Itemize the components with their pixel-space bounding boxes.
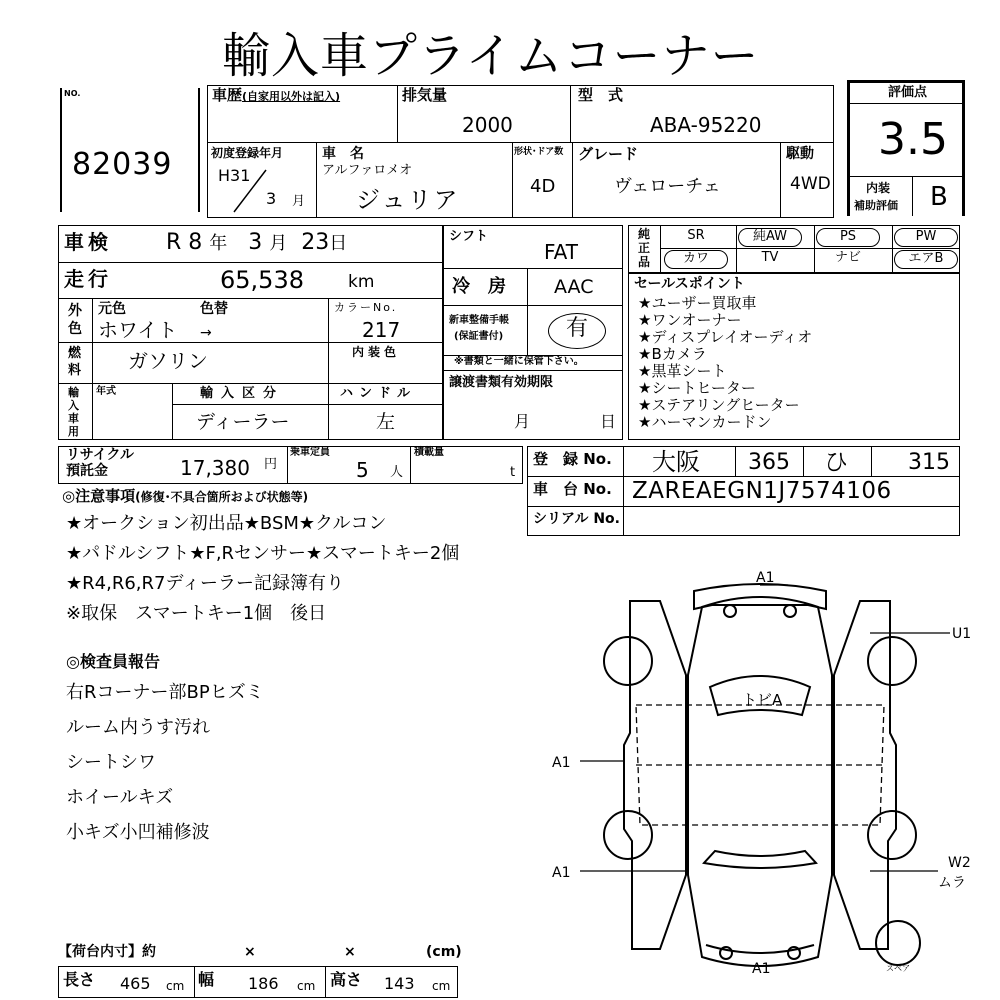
- mark-top: A1: [756, 570, 775, 586]
- note-line: ★オークション初出品★BSM★クルコン: [66, 513, 387, 534]
- registration-kana: ひ: [824, 448, 848, 476]
- left-side-panel: [624, 601, 686, 949]
- transfer-month-unit: 月: [514, 412, 531, 431]
- equipment-item: 純AW: [738, 228, 802, 247]
- car-name: ジュリア: [356, 186, 460, 214]
- inspector-line: シートシワ: [66, 752, 156, 773]
- mark-left-mid: A1: [552, 755, 571, 771]
- load-label: 積載量: [414, 447, 444, 458]
- color-change-arrow: →: [200, 325, 212, 341]
- equipment-label: 純 正 品: [638, 227, 651, 269]
- exterior-color: ホワイト: [98, 318, 178, 342]
- fuel-label: 燃 料: [68, 346, 82, 378]
- import-label: 輸 入 車 用: [68, 386, 79, 438]
- handle-label: ハンドル: [340, 386, 417, 401]
- cargo-x1: ×: [244, 944, 256, 960]
- body-label: 形状･ドア数: [514, 147, 564, 157]
- grade-label: グレード: [578, 145, 639, 163]
- ac-value: AAC: [554, 276, 594, 298]
- wheel-front-left: [604, 637, 652, 685]
- right-side-panel: [834, 601, 896, 949]
- equipment-item: エアB: [894, 250, 958, 269]
- mileage-value: 65,538: [220, 266, 304, 294]
- color-no: 217: [362, 318, 401, 342]
- cargo-x2: ×: [344, 944, 356, 960]
- ac-label: 冷 房: [452, 276, 506, 297]
- grade-value: ヴェローチェ: [614, 176, 721, 197]
- rear-window: [704, 851, 816, 868]
- capacity-unit: 人: [390, 465, 404, 480]
- inspection-label: 車検: [64, 230, 112, 254]
- model-value: ABA-95220: [650, 113, 762, 137]
- exterior-label: 外 色: [68, 303, 82, 337]
- car-maker: アルファロメオ: [322, 163, 413, 178]
- fuel-value: ガソリン: [128, 349, 208, 373]
- color-no-label: カラーNo.: [334, 301, 398, 314]
- inspection-date: R 8 年 3 月 23日: [166, 230, 348, 255]
- inspector-title: ◎検査員報告: [66, 652, 160, 671]
- chassis-label: 車 台 No.: [533, 480, 612, 498]
- inspector-line: ルーム内うす汚れ: [66, 717, 210, 738]
- car-damage-diagram: [540, 565, 980, 985]
- handle-value: 左: [376, 411, 396, 433]
- service-record-note: ※書類と一緒に保管下さい。: [454, 356, 584, 367]
- import-year-label: 年式: [96, 386, 116, 397]
- sales-point-item: ★黒革シート: [638, 362, 727, 380]
- note-line: ※取保 スマートキー1個 後日: [66, 603, 327, 624]
- rating-score: 3.5: [878, 114, 948, 165]
- chassis-value: ZAREAEGN1J7574106: [632, 478, 892, 504]
- body-value: 4D: [530, 176, 556, 197]
- registration-class-no: 365: [748, 450, 790, 475]
- sales-point-item: ★ワンオーナー: [638, 311, 742, 329]
- spare-label: スペア: [886, 964, 910, 973]
- cargo-width: 186: [248, 974, 279, 993]
- inspector-line: 小キズ小凹補修波: [66, 822, 210, 843]
- cargo-length: 465: [120, 974, 151, 993]
- original-color-label: 元色: [98, 301, 126, 317]
- first-reg-year: H31: [218, 166, 251, 185]
- mark-left-low: A1: [552, 865, 571, 881]
- cargo-height: 143: [384, 974, 415, 993]
- drive-label: 駆動: [786, 146, 814, 162]
- mileage-label: 走行: [64, 267, 112, 291]
- recycle-value: 17,380: [180, 456, 250, 480]
- interior-label-1: 内装: [866, 181, 891, 195]
- mileage-unit: km: [348, 272, 375, 292]
- registration-region: 大阪: [652, 448, 700, 476]
- service-record-value: 有: [566, 316, 589, 341]
- equipment-item: PW: [894, 228, 958, 247]
- shift-label: シフト: [449, 229, 489, 244]
- displacement-label: 排気量: [402, 86, 448, 104]
- capacity-label: 乗車定員: [290, 447, 330, 458]
- service-record-label-2: (保証書付): [454, 331, 504, 342]
- service-record-label-1: 新車整備手帳: [449, 315, 509, 326]
- equipment-item: カワ: [664, 250, 728, 269]
- lot-label: NO.: [64, 89, 81, 98]
- lot-number: 82039: [72, 147, 173, 182]
- transfer-day-unit: 日: [600, 412, 617, 431]
- mark-right-top: U1: [952, 626, 972, 642]
- page-title: 輸入車プライムコーナー: [222, 28, 760, 84]
- sales-point-item: ★Bカメラ: [638, 345, 707, 363]
- cargo-height-unit: cm: [432, 979, 451, 993]
- interior-color-label: 内装色: [352, 345, 401, 359]
- rating-label: 評価点: [888, 85, 928, 100]
- sales-point-item: ★ハーマンカードン: [638, 413, 772, 431]
- sales-point-item: ★シートヒーター: [638, 379, 756, 397]
- shift-value: FAT: [544, 240, 579, 264]
- capacity-value: 5: [356, 458, 369, 482]
- cargo-height-label: 高さ: [330, 970, 363, 989]
- spare-tire: [876, 921, 920, 965]
- changed-color-label: 色替: [200, 301, 228, 317]
- cargo-length-label: 長さ: [63, 970, 96, 989]
- mark-bottom: A1: [752, 961, 771, 977]
- recycle-label-2: 預託金: [66, 463, 108, 479]
- interior-grade: B: [930, 182, 948, 212]
- load-unit: t: [510, 465, 516, 480]
- equipment-item: PS: [816, 228, 880, 247]
- drive-value: 4WD: [790, 174, 831, 194]
- model-label: 型 式: [578, 86, 624, 104]
- cargo-unit: (cm): [426, 944, 462, 960]
- first-reg-slash: [230, 166, 270, 216]
- sales-point-item: ★ユーザー買取車: [638, 294, 757, 312]
- serial-label: シリアル No.: [533, 511, 620, 527]
- cargo-title: 【荷台内寸】約: [58, 944, 156, 960]
- interior-label-2: 補助評価: [854, 199, 898, 212]
- car-name-label: 車 名: [322, 146, 364, 162]
- cargo-width-unit: cm: [297, 979, 316, 993]
- import-class-value: ディーラー: [196, 411, 290, 433]
- equipment-item: SR: [687, 228, 705, 243]
- mark-right-low-code: W2: [948, 855, 971, 871]
- car-body-outline: [688, 597, 832, 966]
- sales-points-label: セールスポイント: [634, 276, 745, 292]
- note-line: ★パドルシフト★F,Rセンサー★スマートキー2個: [66, 543, 460, 564]
- cargo-width-label: 幅: [198, 970, 215, 989]
- registration-label: 登 録 No.: [533, 450, 612, 468]
- cargo-length-unit: cm: [166, 979, 185, 993]
- mark-right-low-desc: ムラ: [938, 875, 966, 891]
- notes-title: ◎注意事項(修復･不具合箇所および状態等): [62, 487, 309, 505]
- registration-number: 315: [908, 450, 950, 475]
- history-label: 車歴(自家用以外は記入): [212, 86, 341, 104]
- inspector-line: ホイールキズ: [66, 787, 174, 808]
- sales-point-item: ★ステアリングヒーター: [638, 396, 800, 414]
- wheel-front-right: [868, 637, 916, 685]
- first-reg-label: 初度登録年月: [211, 146, 284, 160]
- inspector-line: 右Rコーナー部BPヒズミ: [66, 682, 264, 703]
- equipment-item: ナビ: [834, 250, 861, 265]
- displacement-value: 2000: [462, 113, 513, 137]
- import-class-label: 輸入区分: [200, 386, 285, 401]
- equipment-item: TV: [761, 250, 779, 265]
- recycle-unit: 円: [264, 457, 278, 472]
- note-line: ★R4,R6,R7ディーラー記録簿有り: [66, 573, 345, 594]
- first-reg-month: 3: [266, 189, 277, 208]
- mark-roof: トビA: [742, 691, 783, 709]
- sales-point-item: ★ディスプレイオーディオ: [638, 328, 813, 346]
- transfer-docs-label: 譲渡書類有効期限: [449, 375, 554, 390]
- recycle-label-1: リサイクル: [66, 447, 135, 463]
- first-reg-month-unit: 月: [292, 194, 306, 209]
